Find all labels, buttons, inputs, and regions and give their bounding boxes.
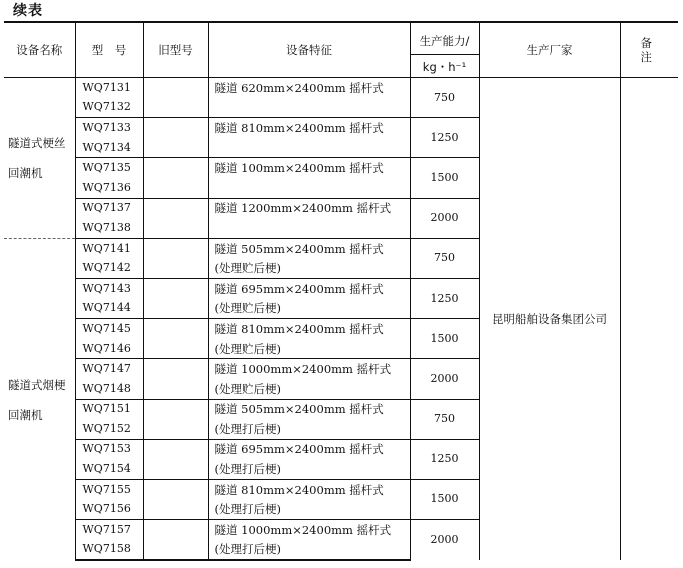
capacity-value: 1500 bbox=[410, 319, 479, 359]
capacity-value: 1500 bbox=[410, 158, 479, 198]
header-name: 设备名称 bbox=[4, 22, 75, 78]
old-model-cell bbox=[143, 439, 208, 459]
feature-text: (处理打后梗) bbox=[208, 459, 410, 479]
model-number: WQ7141 bbox=[75, 238, 143, 258]
old-model-cell bbox=[143, 158, 208, 178]
old-model-cell bbox=[143, 479, 208, 499]
model-number: WQ7131 bbox=[75, 78, 143, 98]
model-number: WQ7146 bbox=[75, 339, 143, 359]
table-row bbox=[4, 78, 678, 98]
model-number: WQ7135 bbox=[75, 158, 143, 178]
old-model-cell bbox=[143, 379, 208, 399]
model-number: WQ7144 bbox=[75, 299, 143, 319]
table-caption: 续表 bbox=[13, 3, 43, 19]
old-model-cell bbox=[143, 258, 208, 278]
model-number: WQ7148 bbox=[75, 379, 143, 399]
feature-text bbox=[208, 218, 410, 238]
header-capacity-line1: 生产能力/ bbox=[411, 26, 479, 55]
capacity-value: 1250 bbox=[410, 439, 479, 479]
feature-text bbox=[208, 138, 410, 158]
header-model: 型 号 bbox=[75, 22, 143, 78]
note-cell bbox=[620, 78, 678, 561]
table-body bbox=[4, 78, 678, 561]
model-number: WQ7157 bbox=[75, 520, 143, 540]
header-note: 备注 bbox=[620, 22, 678, 78]
old-model-cell bbox=[143, 499, 208, 519]
model-number: WQ7138 bbox=[75, 218, 143, 238]
feature-text: 隧道 620mm×2400mm 摇杆式 bbox=[208, 78, 410, 98]
model-number: WQ7143 bbox=[75, 278, 143, 298]
feature-text: (处理贮后梗) bbox=[208, 339, 410, 359]
old-model-cell bbox=[143, 339, 208, 359]
model-number: WQ7154 bbox=[75, 459, 143, 479]
old-model-cell bbox=[143, 238, 208, 258]
header-capacity-line2: kg・h⁻¹ bbox=[422, 60, 467, 74]
capacity-value: 1250 bbox=[410, 278, 479, 318]
feature-text: (处理贮后梗) bbox=[208, 299, 410, 319]
feature-text: 隧道 100mm×2400mm 摇杆式 bbox=[208, 158, 410, 178]
model-number: WQ7151 bbox=[75, 399, 143, 419]
feature-text bbox=[208, 98, 410, 118]
capacity-value: 1250 bbox=[410, 118, 479, 158]
model-number: WQ7152 bbox=[75, 419, 143, 439]
model-number: WQ7147 bbox=[75, 359, 143, 379]
old-model-cell bbox=[143, 98, 208, 118]
feature-text: (处理贮后梗) bbox=[208, 379, 410, 399]
old-model-cell bbox=[143, 78, 208, 98]
capacity-value: 750 bbox=[410, 78, 479, 118]
header-features: 设备特征 bbox=[208, 22, 410, 78]
old-model-cell bbox=[143, 299, 208, 319]
feature-text: (处理打后梗) bbox=[208, 419, 410, 439]
old-model-cell bbox=[143, 399, 208, 419]
capacity-value: 750 bbox=[410, 399, 479, 439]
capacity-value: 2000 bbox=[410, 520, 479, 561]
model-number: WQ7145 bbox=[75, 319, 143, 339]
feature-text: 隧道 810mm×2400mm 摇杆式 bbox=[208, 479, 410, 499]
old-model-cell bbox=[143, 319, 208, 339]
feature-text: 隧道 505mm×2400mm 摇杆式 bbox=[208, 399, 410, 419]
capacity-value: 2000 bbox=[410, 198, 479, 238]
equipment-name: 隧道式梗丝回潮机 bbox=[4, 78, 75, 239]
feature-text: 隧道 695mm×2400mm 摇杆式 bbox=[208, 439, 410, 459]
model-number: WQ7132 bbox=[75, 98, 143, 118]
model-number: WQ7158 bbox=[75, 540, 143, 561]
feature-text: (处理打后梗) bbox=[208, 540, 410, 561]
model-number: WQ7137 bbox=[75, 198, 143, 218]
header-maker: 生产厂家 bbox=[479, 22, 620, 78]
old-model-cell bbox=[143, 359, 208, 379]
feature-text: 隧道 695mm×2400mm 摇杆式 bbox=[208, 278, 410, 298]
old-model-cell bbox=[143, 218, 208, 238]
feature-text: 隧道 1000mm×2400mm 摇杆式 bbox=[208, 520, 410, 540]
old-model-cell bbox=[143, 419, 208, 439]
old-model-cell bbox=[143, 278, 208, 298]
feature-text bbox=[208, 178, 410, 198]
model-number: WQ7153 bbox=[75, 439, 143, 459]
model-number: WQ7133 bbox=[75, 118, 143, 138]
equipment-table bbox=[4, 21, 678, 561]
equipment-name: 隧道式烟梗回潮机 bbox=[4, 238, 75, 560]
header-old-model: 旧型号 bbox=[143, 22, 208, 78]
old-model-cell bbox=[143, 138, 208, 158]
old-model-cell bbox=[143, 520, 208, 540]
feature-text: 隧道 1200mm×2400mm 摇杆式 bbox=[208, 198, 410, 218]
old-model-cell bbox=[143, 118, 208, 138]
old-model-cell bbox=[143, 198, 208, 218]
feature-text: (处理贮后梗) bbox=[208, 258, 410, 278]
capacity-value: 1500 bbox=[410, 479, 479, 519]
header-capacity bbox=[410, 22, 479, 78]
capacity-value: 750 bbox=[410, 238, 479, 278]
old-model-cell bbox=[143, 178, 208, 198]
model-number: WQ7134 bbox=[75, 138, 143, 158]
old-model-cell bbox=[143, 540, 208, 561]
old-model-cell bbox=[143, 459, 208, 479]
feature-text: 隧道 810mm×2400mm 摇杆式 bbox=[208, 319, 410, 339]
model-number: WQ7142 bbox=[75, 258, 143, 278]
feature-text: 隧道 1000mm×2400mm 摇杆式 bbox=[208, 359, 410, 379]
capacity-value: 2000 bbox=[410, 359, 479, 399]
feature-text: 隧道 810mm×2400mm 摇杆式 bbox=[208, 118, 410, 138]
model-number: WQ7155 bbox=[75, 479, 143, 499]
feature-text: 隧道 505mm×2400mm 摇杆式 bbox=[208, 238, 410, 258]
model-number: WQ7136 bbox=[75, 178, 143, 198]
feature-text: (处理打后梗) bbox=[208, 499, 410, 519]
model-number: WQ7156 bbox=[75, 499, 143, 519]
manufacturer: 昆明船舶设备集团公司 bbox=[479, 78, 620, 561]
header-row bbox=[4, 22, 678, 78]
